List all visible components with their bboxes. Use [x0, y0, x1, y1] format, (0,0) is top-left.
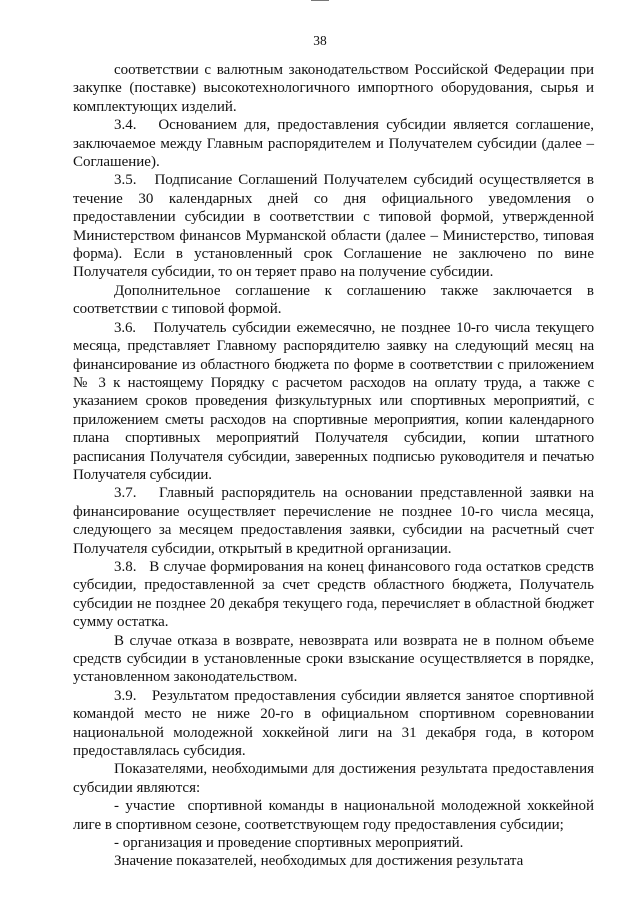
- paragraph-3-3-continuation: соответствии с валютным законодательством Российской Федерации при закупке (поставке) высокотехнологичного импортного оборудования, сырья и комплектующих изделий.: [73, 62, 594, 115]
- paragraph-3-5: 3.5. Подписание Соглашений Получателем субсидий осуществляется в течение 30 календарных дней со дня официального уведомления о предоставлении субсидии в соответствии с типовой формой, утвержденной Министерством финансов Мурманской области (далее – Министерство, типовая форма). Если в установленный срок Соглашение не заключено по вине Получателя субсидии, то он теряет право на получение субсидии.: [73, 172, 594, 281]
- document-body: [73, 61, 594, 871]
- list-item-participation: - участие спортивной команды в национальной молодежной хоккейной лиге в спортивном сезоне, соответствующем году предоставления субсидии;: [73, 798, 594, 833]
- paragraph-refund-refusal: В случае отказа в возврате, невозврата или возврата не в полном объеме средств субсидии в установленные сроки взыскание осуществляется в порядке, установленном законодательством.: [73, 632, 594, 686]
- paragraph-3-6: 3.6. Получатель субсидии ежемесячно, не позднее 10-го числа текущего месяца, представляет Главному распорядителю заявку на следующий месяц на финансирование из областного бюджета по форме в соответствии с приложением № 3 к настоящему Порядку с расчетом расходов на оплату труда, а также с указанием сроков проведения физкультурных или спортивных мероприятий, с приложением сметы расходов на спортивные мероприятия, копии календарного плана спортивных мероприятий Получателя субсидии, копии штатного расписания Получателя субсидии, заверенных подписью руководителя и печатью Получателя субсидии.: [73, 319, 594, 483]
- paragraph-3-7: 3.7. Главный распорядитель на основании представленной заявки на финансирование осуществляет перечисление не позднее 10-го числа месяца, следующего за месяцем предоставления заявки, субсидии на расчетный счет Получателя субсидии, открытый в кредитной организации.: [73, 485, 594, 557]
- list-item-organization: - организация и проведение спортивных мероприятий.: [114, 835, 464, 852]
- paragraph-3-9: 3.9. Результатом предоставления субсидии является занятое спортивной командой место не ниже 20-го в официальном спортивном соревновании национальной молодежной хоккейной лиги на 31 декабря года, в котором предоставлялась субсидия.: [73, 687, 594, 760]
- paragraph-supplementary-agreement: Дополнительное соглашение к соглашению также заключается в соответствии с типовой формой.: [73, 282, 594, 318]
- paragraph-indicator-values: Значение показателей, необходимых для достижения результата: [114, 853, 524, 870]
- page-number: 38: [313, 33, 327, 48]
- paragraph-3-8: 3.8. В случае формирования на конец финансового года остатков средств субсидии, предоставленной за счет средств областного бюджета, Получатель субсидии не позднее 20 декабря текущего года, перечисляет в областной бюджет сумму остатка.: [73, 558, 594, 631]
- paragraph-indicators-intro: Показателями, необходимыми для достижения результата предоставления субсидии являются:: [73, 761, 594, 796]
- paragraph-3-4: 3.4. Основанием для, предоставления субсидии является соглашение, заключаемое между Главным распорядителем и Получателем субсидии (далее – Соглашение).: [73, 117, 594, 171]
- top-edge-rule: [311, 0, 329, 1]
